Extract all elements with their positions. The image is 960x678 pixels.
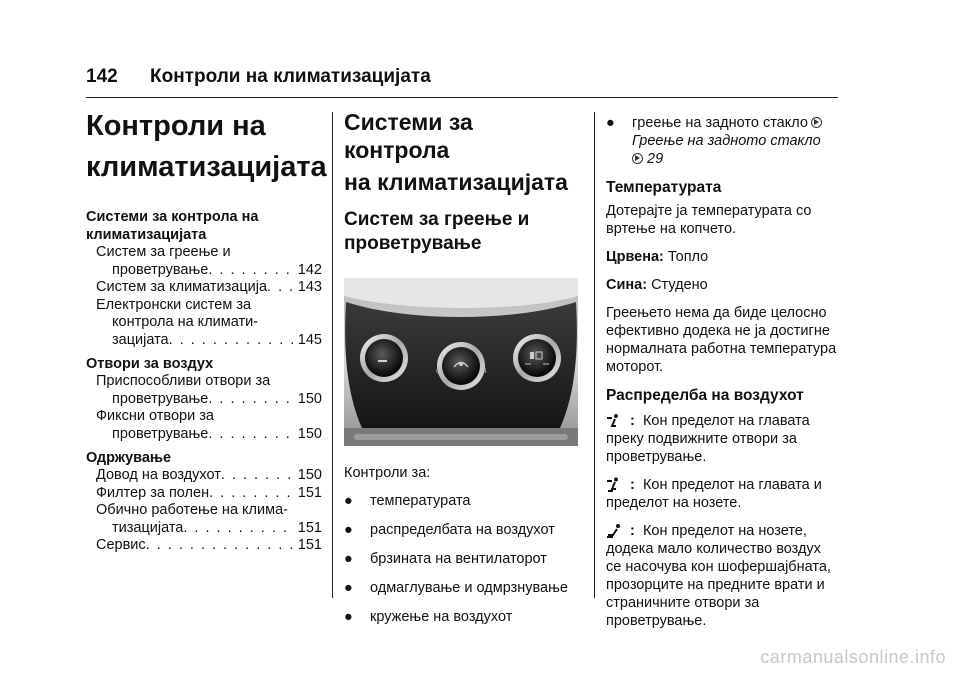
heading-air-distribution: Распределба на воздухот	[606, 387, 804, 404]
header-rule	[86, 97, 838, 98]
subsection-title-line2: проветрување	[344, 233, 482, 254]
paragraph-line: ефективно додека не ја достигне	[606, 323, 830, 339]
controls-intro: Контроли за:	[344, 465, 431, 481]
list-item: ● брзината на вентилаторот	[344, 551, 547, 567]
toc-heading-air-vents: Отвори за воздух	[86, 356, 214, 372]
paragraph-line: се насочува кон шофершајбната,	[606, 559, 831, 575]
toc-entry-text[interactable]: Систем за греење и	[96, 244, 231, 260]
toc-page: 150	[297, 467, 322, 483]
paragraph-line: прозорците на предните врати и	[606, 577, 825, 593]
toc-heading-maintenance: Одржување	[86, 450, 172, 466]
toc-entry-text[interactable]: контрола на климати-	[112, 314, 259, 330]
mode-head-level: : Кон пределот на главата	[606, 412, 842, 430]
toc-entry[interactable]: Филтер за полен . . . 151	[86, 485, 322, 503]
paragraph-line: моторот.	[606, 359, 664, 375]
climate-control-panel-illustration	[344, 278, 578, 446]
svg-text:1: 1	[440, 354, 444, 361]
toc-entry[interactable]: зацијата . . . 145	[86, 332, 322, 350]
toc-entry[interactable]: тизацијата . . . 151	[86, 520, 322, 538]
paragraph-line: Дотерајте ја температурата со	[606, 203, 812, 219]
paragraph-line: преку подвижните отвори за	[606, 431, 797, 447]
svg-text:0: 0	[436, 368, 440, 375]
list-item: ● распределбата на воздухот	[344, 522, 555, 538]
page-reference-icon	[811, 117, 822, 128]
toc-entry-text[interactable]: Електронски систем за	[96, 296, 252, 313]
running-header-title: Контроли на климатизацијата	[150, 66, 431, 87]
svg-text:4: 4	[483, 368, 487, 375]
cross-reference-page[interactable]: 29	[606, 150, 842, 168]
temperature-knob	[360, 334, 408, 382]
toc-entry[interactable]: Сервис . . . 151	[86, 537, 322, 555]
toc-page: 142	[297, 261, 322, 278]
page-number: 142	[86, 66, 118, 87]
toc-entry-text[interactable]: Приспособливи отвори за	[96, 373, 271, 389]
toc-page: 151	[297, 484, 322, 501]
toc-page: 151	[297, 519, 322, 536]
watermark: carmanualsonline.info	[760, 647, 946, 667]
cross-reference-link[interactable]: Греење на задното стакло	[632, 133, 821, 149]
page-reference-icon	[632, 153, 643, 164]
paragraph-line: пределот на нозете.	[606, 495, 742, 511]
paragraph-line: додека мало количество воздух	[606, 541, 821, 557]
red-setting: Црвена: Топло	[606, 249, 709, 265]
mode-floor: : Кон пределот на нозете,	[606, 522, 842, 540]
chapter-title-line1: Контроли на	[86, 110, 266, 142]
paragraph-line: проветрување.	[606, 449, 707, 465]
svg-text:3: 3	[479, 354, 483, 361]
column-divider-1	[332, 112, 333, 598]
toc-page: 151	[297, 537, 322, 553]
floor-mode-icon	[606, 523, 622, 539]
paragraph-line: вртење на копчето.	[606, 221, 737, 237]
paragraph-line: проветрување.	[606, 613, 707, 629]
list-item: ● кружење на воздухот	[344, 609, 513, 625]
toc-heading-control-systems-l2: климатизацијата	[86, 227, 207, 243]
middle-column	[344, 108, 580, 626]
chapter-title-line2: климатизацијата	[86, 151, 327, 183]
toc-entry[interactable]: проветрување . . . 150	[86, 391, 322, 409]
paragraph-line: страничните отвори за	[606, 595, 760, 611]
list-item: ● температурата	[344, 493, 471, 509]
list-item: ● греење на задното стакло	[606, 114, 842, 132]
toc-entry[interactable]: Систем за климатизација . . . 143	[86, 279, 322, 297]
head-level-mode-icon	[606, 413, 622, 429]
toc-page: 145	[297, 331, 322, 348]
toc-entry[interactable]: проветрување . . . 142	[86, 262, 322, 280]
paragraph-line: Греењето нема да биде целосно	[606, 305, 827, 321]
toc-page: 150	[297, 390, 322, 407]
toc-heading-control-systems: Системи за контрола на	[86, 209, 259, 225]
column-divider-2	[594, 112, 595, 598]
toc-entry-text[interactable]: Фиксни отвори за	[96, 408, 214, 424]
right-column	[606, 108, 842, 630]
list-item: ● одмаглување и одмрзнување	[344, 580, 568, 596]
heading-temperature: Температурата	[606, 179, 722, 196]
toc-entry[interactable]: проветрување . . . 150	[86, 426, 322, 444]
section-title-line1: Системи за контрола	[344, 109, 473, 163]
toc-entry-text[interactable]: Обично работење на клима-	[96, 502, 288, 518]
toc-page: 150	[297, 425, 322, 442]
subsection-title-line1: Систем за греење и	[344, 209, 530, 230]
paragraph-line: нормалната работна температура	[606, 341, 837, 357]
toc-column	[86, 108, 327, 555]
blue-setting: Сина: Студено	[606, 277, 708, 293]
toc-page: 143	[297, 279, 322, 295]
toc-entry[interactable]: Довод на воздухот . . . 150	[86, 467, 322, 485]
mode-bi-level: : Кон пределот на главата и	[606, 476, 842, 494]
bi-level-mode-icon	[606, 477, 622, 493]
section-title-line2: на климатизацијата	[344, 169, 568, 195]
air-distribution-knob	[513, 334, 561, 382]
